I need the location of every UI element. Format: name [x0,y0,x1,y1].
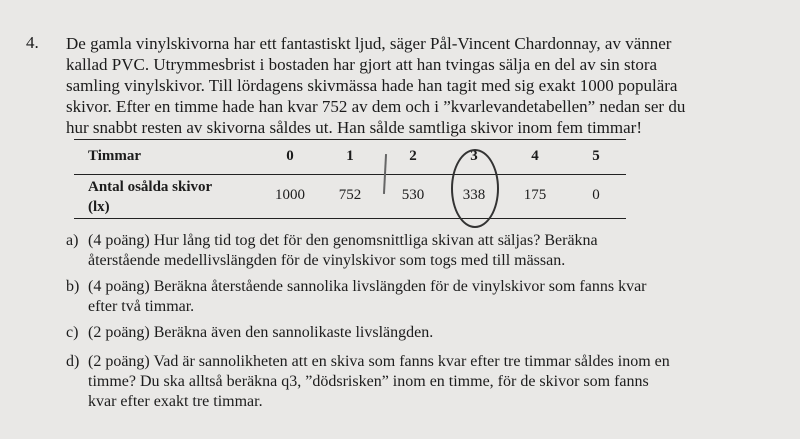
intro-line: De gamla vinylskivorna har ett fantastiskt ljud, säger Pål-Vincent Chardonnay, av vänner [66,34,672,53]
table-row-hours [74,140,626,174]
hour-1: 1 [346,148,354,164]
hour-3: 3 [470,148,478,164]
unsold-label: Antal osålda skivor [88,179,213,195]
part-key: c) [66,324,79,341]
intro-line: hur snabbt resten av skivorna såldes ut. Han sålde samtliga skivor inom fem timmar! [66,118,642,137]
survival-table [74,139,626,219]
part-line: (2 poäng) Vad är sannolikheten att en skiva som fanns kvar efter tre timmar såldes inom en [88,353,670,370]
part-d [66,352,746,410]
part-line: efter två timmar. [88,298,195,315]
question-intro [66,33,746,138]
hour-0: 0 [286,148,294,164]
unsold-value: 338 [462,187,486,203]
part-line: kvar efter exakt tre timmar. [88,393,263,410]
part-line: (4 poäng) Hur lång tid tog det för den genomsnittliga skivan att säljas? Beräkna [88,232,598,249]
part-line: timme? Du ska alltså beräkna q3, ”dödsrisken” inom en timme, för de skivor som fanns [88,373,649,390]
hour-4: 4 [531,148,539,164]
unsold-value: 1000 [275,187,305,203]
unsold-symbol: (lx) [88,199,110,215]
unsold-value: 0 [592,187,600,203]
table-bottom-rule [74,218,626,219]
part-key: a) [66,232,79,249]
part-key: b) [66,278,80,295]
unsold-value: 175 [523,187,547,203]
question-number: 4. [26,33,39,52]
intro-line: samling vinylskivor. Till lördagens skivmässa hade han tagit med sig exakt 1000 populära [66,76,678,95]
part-line: (4 poäng) Beräkna återstående sannolika livslängden för de vinylskivor som fanns kvar [88,278,647,295]
unsold-value: 530 [401,187,425,203]
intro-line: kallad PVC. Utrymmesbrist i bostaden har gjort att han tvingas sälja en del av sin stora [66,55,658,74]
hours-label: Timmar [88,148,142,164]
part-key: d) [66,353,80,370]
part-line: återstående medellivslängden för de vinylskivor som togs med till mässan. [88,252,566,269]
table-row-unsold [74,175,626,218]
part-line: (2 poäng) Beräkna även den sannolikaste livslängden. [88,324,434,341]
pen-circle [451,149,499,228]
part-a [66,231,746,269]
hour-2: 2 [409,148,417,164]
intro-line: skivor. Efter en timme hade han kvar 752 av dem och i ”kvarlevandetabellen” nedan ser du [66,97,686,116]
unsold-value: 752 [338,187,362,203]
part-b [66,277,746,315]
hour-5: 5 [592,148,600,164]
part-c [66,323,746,343]
